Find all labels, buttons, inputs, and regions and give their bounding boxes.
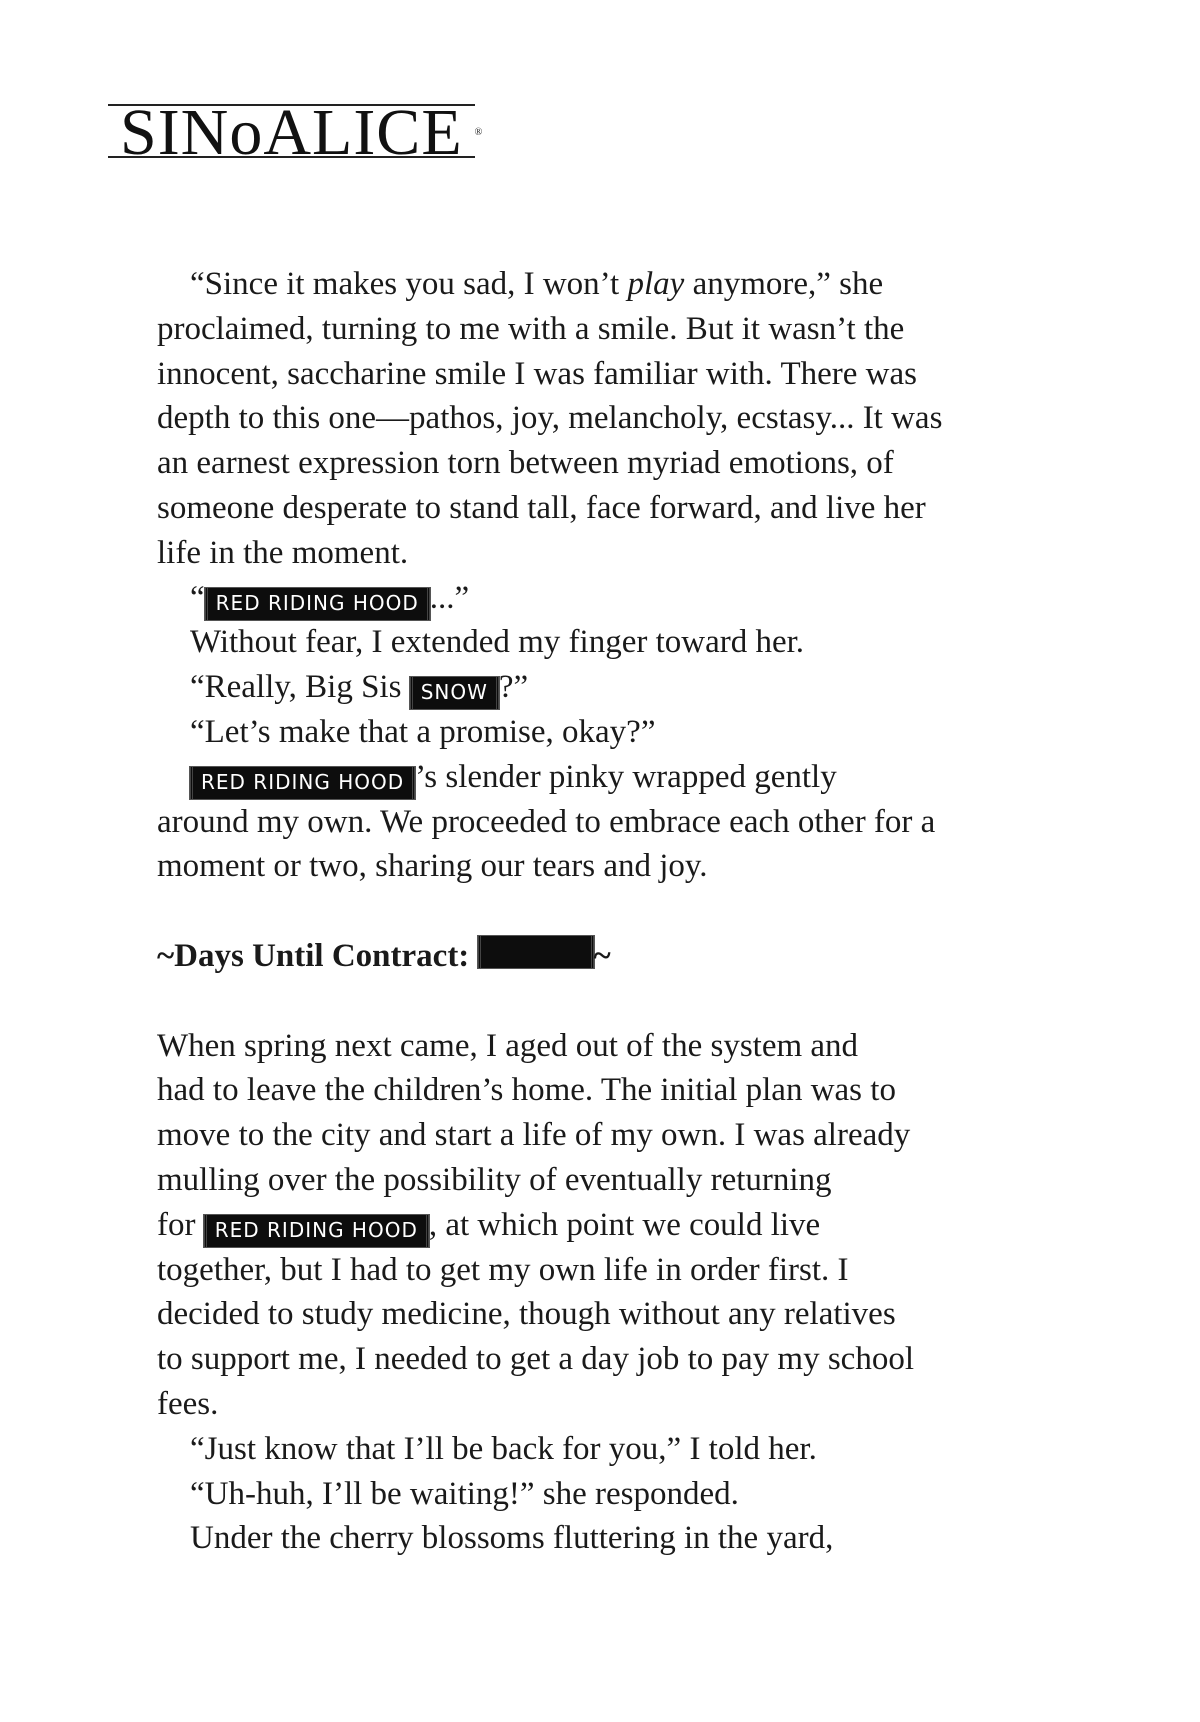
- text-line: fees.: [157, 1385, 219, 1422]
- text-line: Without fear, I extended my finger toward her.: [190, 624, 805, 661]
- text-line: [157, 576, 1057, 621]
- text-line: someone desperate to stand tall, face forward, and live her: [157, 489, 926, 526]
- section-heading: [157, 934, 1057, 979]
- redacted-name-label: RED RIDING HOOD: [205, 588, 430, 620]
- text-span: ...”: [429, 579, 470, 616]
- text-line: Under the cherry blossoms fluttering in the yard,: [190, 1520, 834, 1557]
- text-line: “Let’s make that a promise, okay?”: [190, 713, 656, 750]
- redacted-number-block: [478, 936, 594, 968]
- sinoalice-logo: [108, 98, 483, 168]
- text-line: life in the moment.: [157, 534, 409, 571]
- logo-text: SINoALICE: [120, 96, 463, 169]
- registered-mark: ®: [474, 127, 484, 138]
- text-line: [157, 755, 1057, 800]
- text-span: ?”: [498, 669, 529, 706]
- text-span: ’s slender pinky wrapped gently: [415, 758, 837, 795]
- text-line: When spring next came, I aged out of the system and: [157, 1027, 859, 1064]
- italic-text: play: [627, 266, 685, 302]
- text-line: moment or two, sharing our tears and joy.: [157, 848, 708, 885]
- text-line: move to the city and start a life of my own. I was already: [157, 1117, 911, 1154]
- text-span: “Really, Big Sis: [190, 669, 410, 706]
- section-gap: [157, 979, 1057, 1024]
- text-line: depth to this one—pathos, joy, melancholy, ecstasy... It was: [157, 400, 943, 437]
- text-line: had to leave the children’s home. The initial plan was to: [157, 1072, 896, 1109]
- text-line: [157, 1203, 1057, 1248]
- text-span: , at which point we could live: [428, 1206, 821, 1243]
- text-span: anymore,” she: [684, 266, 884, 302]
- text-line: an earnest expression torn between myriad emotions, of: [157, 445, 894, 482]
- body-text: [157, 262, 1057, 1561]
- redacted-name-label: SNOW: [410, 677, 499, 709]
- redacted-name-label: RED RIDING HOOD: [204, 1215, 429, 1247]
- text-span: for: [157, 1206, 204, 1243]
- text-line: [157, 262, 1057, 307]
- text-span: ~: [593, 937, 611, 974]
- text-line: [157, 665, 1057, 710]
- redacted-name-label: RED RIDING HOOD: [190, 767, 415, 799]
- text-span: ~Days Until Contract:: [157, 937, 478, 974]
- text-line: proclaimed, turning to me with a smile. But it wasn’t the: [157, 310, 905, 347]
- section-gap: [157, 889, 1057, 934]
- text-span: “Since it makes you sad, I won’t: [190, 266, 628, 302]
- text-line: around my own. We proceeded to embrace each other for a: [157, 803, 936, 840]
- text-line: “Uh-huh, I’ll be waiting!” she responded.: [190, 1475, 739, 1512]
- text-line: “Just know that I’ll be back for you,” I told her.: [190, 1430, 817, 1467]
- text-line: together, but I had to get my own life in order first. I: [157, 1251, 849, 1288]
- text-line: mulling over the possibility of eventually returning: [157, 1161, 832, 1198]
- text-span: “: [190, 579, 205, 616]
- text-line: to support me, I needed to get a day job to pay my school: [157, 1341, 915, 1378]
- text-line: decided to study medicine, though without any relatives: [157, 1296, 896, 1333]
- text-line: innocent, saccharine smile I was familiar with. There was: [157, 355, 917, 392]
